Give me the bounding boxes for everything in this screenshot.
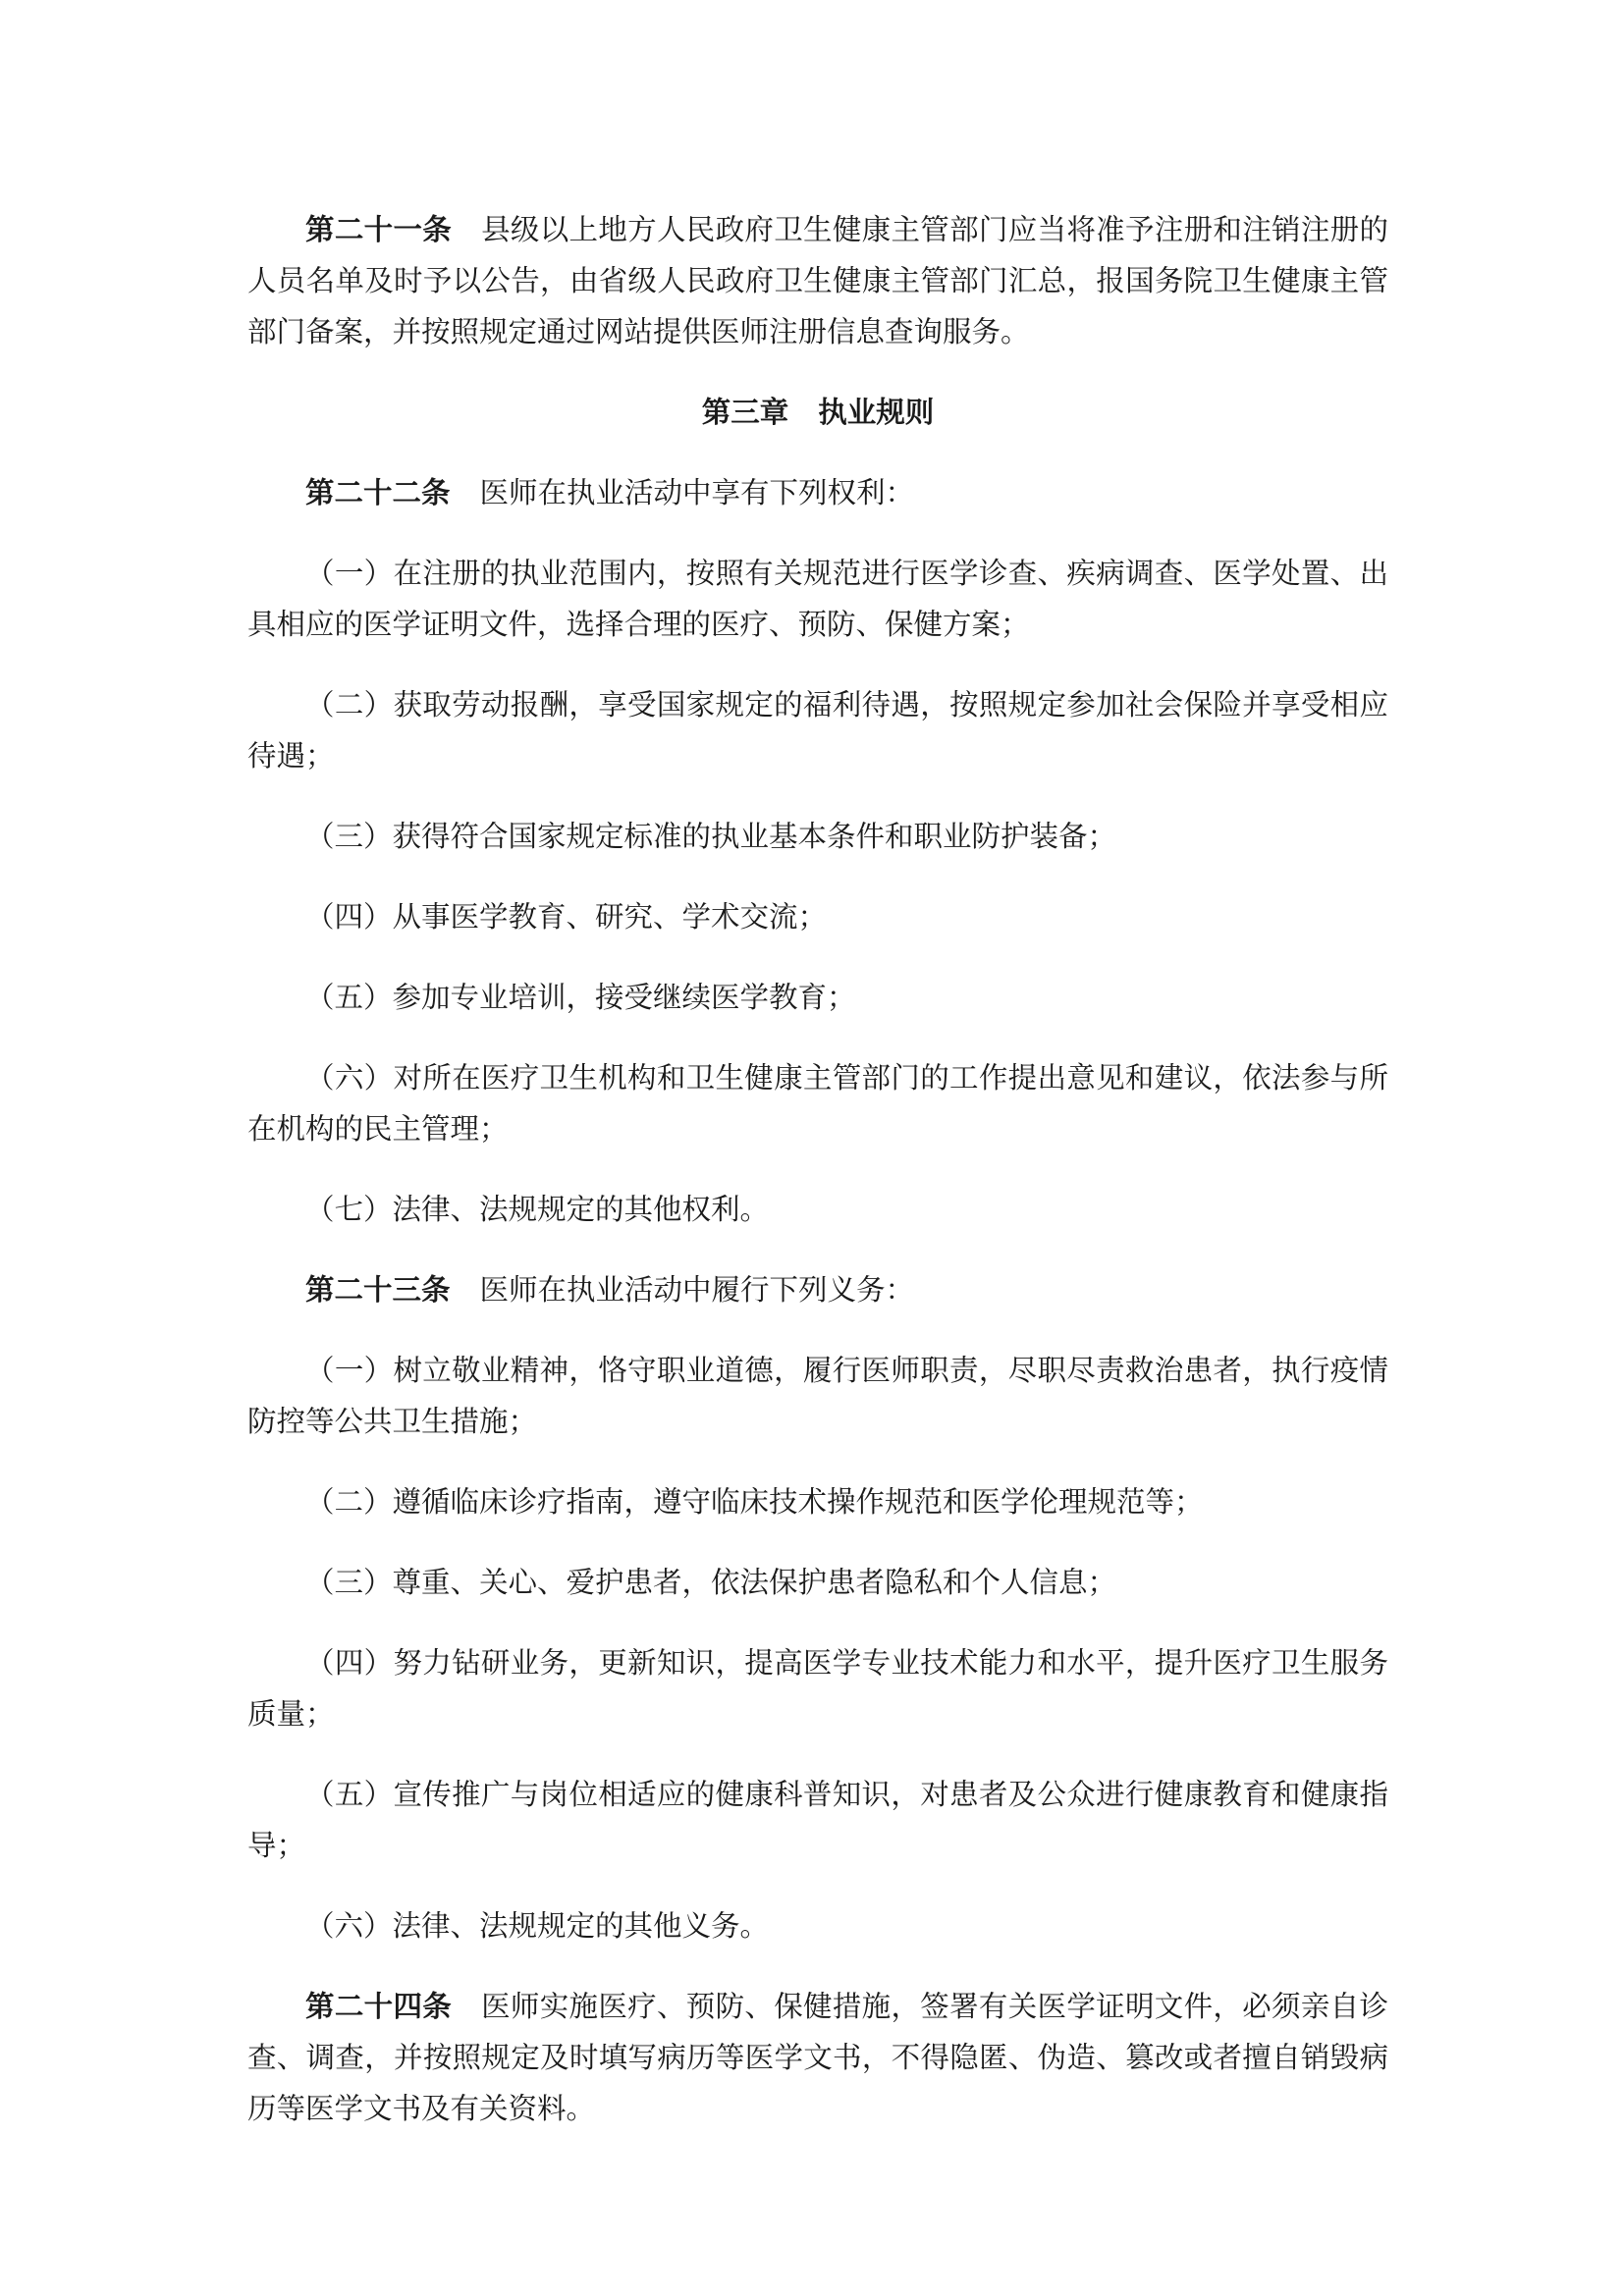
chapter-title: 执业规则: [818, 395, 935, 429]
document-page: [247, 204, 1388, 2134]
article-22: [247, 467, 1388, 518]
article-number: 第二十二条: [305, 475, 451, 509]
list-item: （三）获得符合国家规定标准的执业基本条件和职业防护装备；: [305, 820, 1117, 853]
list-item: （六）法律、法规规定的其他义务。: [305, 1909, 770, 1943]
list-item: （七）法律、法规规定的其他权利。: [305, 1193, 770, 1226]
list-item: （五）参加专业培训，接受继续医学教育；: [305, 981, 856, 1014]
article-text: 医师在执业活动中履行下列义务：: [479, 1273, 915, 1307]
article-text: 医师实施医疗、预防、保健措施，签署有关医学证明文件，必须亲自诊查、调查，并按照规定及时填写病历等医学文书，不得隐匿、伪造、篡改或者擅自销毁病历等医学文书及有关资料。: [247, 1990, 1388, 2125]
list-item: （一）树立敬业精神，恪守职业道德，履行医师职责，尽职尽责救治患者，执行疫情防控等公共卫生措施；: [247, 1354, 1388, 1438]
article-text: 县级以上地方人民政府卫生健康主管部门应当将准予注册和注销注册的人员名单及时予以公告，由省级人民政府卫生健康主管部门汇总，报国务院卫生健康主管部门备案，并按照规定通过网站提供医师注册信息查询服务。: [247, 213, 1388, 348]
list-item: （四）努力钻研业务，更新知识，提高医学专业技术能力和水平，提升医疗卫生服务质量；: [247, 1646, 1388, 1731]
article-number: 第二十三条: [305, 1272, 451, 1307]
article-number: 第二十一条: [305, 212, 453, 246]
list-item: （二）遵循临床诊疗指南，遵守临床技术操作规范和医学伦理规范等；: [305, 1485, 1204, 1519]
list-item: （二）获取劳动报酬，享受国家规定的福利待遇，按照规定参加社会保险并享受相应待遇；: [247, 688, 1388, 773]
list-item: （六）对所在医疗卫生机构和卫生健康主管部门的工作提出意见和建议，依法参与所在机构的民主管理；: [247, 1061, 1388, 1146]
article-number: 第二十四条: [305, 1989, 453, 2023]
article-23: [247, 1264, 1388, 1315]
list-item: （一）在注册的执业范围内，按照有关规范进行医学诊查、疾病调查、医学处置、出具相应的医学证明文件，选择合理的医疗、预防、保健方案；: [247, 557, 1388, 641]
list-item: （三）尊重、关心、爱护患者，依法保护患者隐私和个人信息；: [305, 1566, 1117, 1599]
list-item: （五）宣传推广与岗位相适应的健康科普知识，对患者及公众进行健康教育和健康指导；: [247, 1778, 1388, 1862]
article-24: [247, 1981, 1388, 2134]
article-text: 医师在执业活动中享有下列权利：: [479, 476, 915, 509]
chapter-heading: [247, 387, 1388, 438]
article-21: [247, 204, 1388, 357]
list-item: （四）从事医学教育、研究、学术交流；: [305, 900, 828, 934]
chapter-number: 第三章: [701, 395, 789, 429]
